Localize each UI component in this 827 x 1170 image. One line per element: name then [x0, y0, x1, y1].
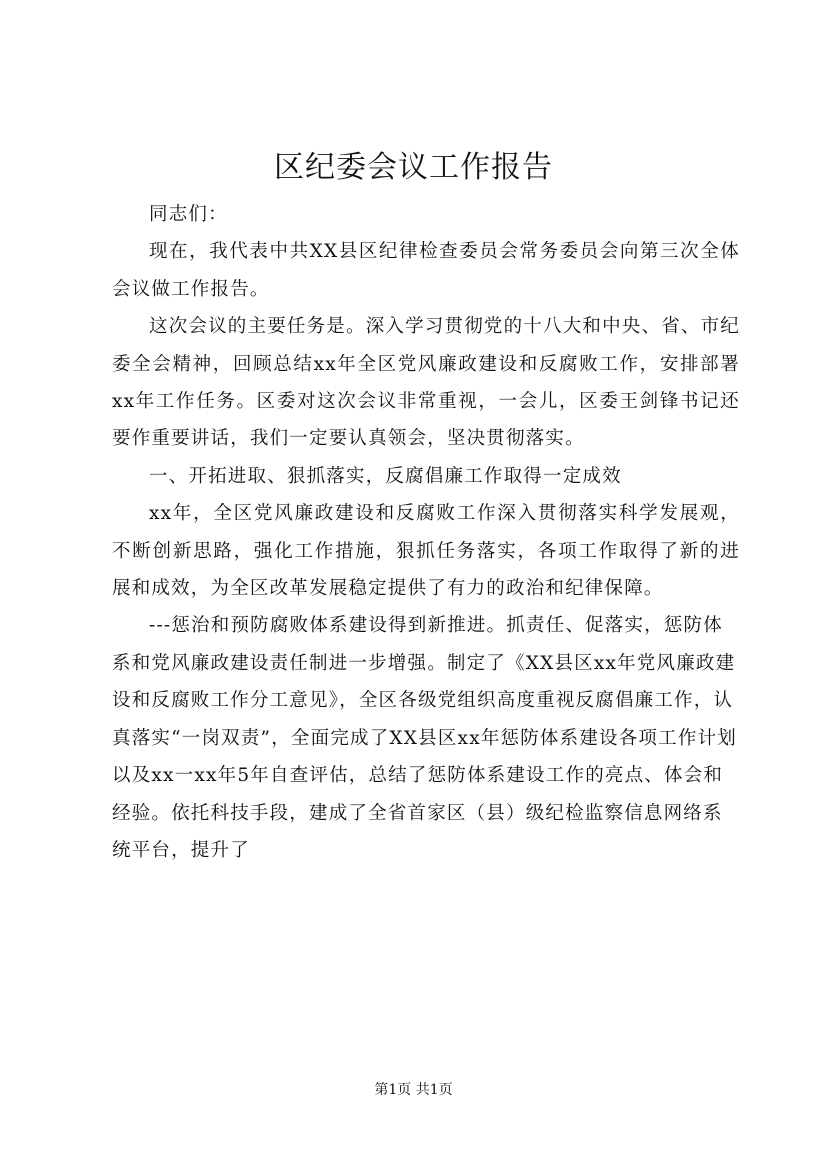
summary-paragraph: xx年，全区党风廉政建设和反腐败工作深入贯彻落实科学发展观，不断创新思路，强化工作措施，狠抓任务落实，各项工作取得了新的进展和成效，为全区改革发展稳定提供了有力的政治和纪律保障。: [112, 503, 740, 600]
task-paragraph: 这次会议的主要任务是。深入学习贯彻党的十八大和中央、省、市纪委全会精神，回顾总结xx年全区党风廉政建设和反腐败工作，安排部署xx年工作任务。区委对这次会议非常重视，一会儿，区委王剑锋书记还要作重要讲话，我们一定要认真领会，坚决贯彻落实。: [112, 316, 741, 450]
page-footer: 第1页 共1页: [374, 1082, 453, 1098]
document-body: [112, 196, 740, 869]
salutation-paragraph: 同志们：: [149, 204, 228, 225]
intro-paragraph: 现在，我代表中共XX县区纪律检查委员会常务委员会向第三次全体会议做工作报告。: [112, 241, 740, 300]
document-title: 区纪委会议工作报告: [274, 150, 553, 185]
section-heading: 一、开拓进取、狠抓落实，反腐倡廉工作取得一定成效: [149, 465, 622, 487]
system-paragraph: ---惩治和预防腐败体系建设得到新推进。抓责任、促落实，惩防体系和党风廉政建设责任制进一步增强。制定了《XX县区xx年党风廉政建设和反腐败工作分工意见》，全区各级党组织高度重视反腐倡廉工作，认真落实“一岗双责”，全面完成了XX县区xx年惩防体系建设各项工作计划以及xx一xx年5年自查评估，总结了惩防体系建设工作的亮点、体会和经验。依托科技手段，建成了全省首家区（县）级纪检监察信息网络系统平台，提升了: [112, 615, 737, 861]
